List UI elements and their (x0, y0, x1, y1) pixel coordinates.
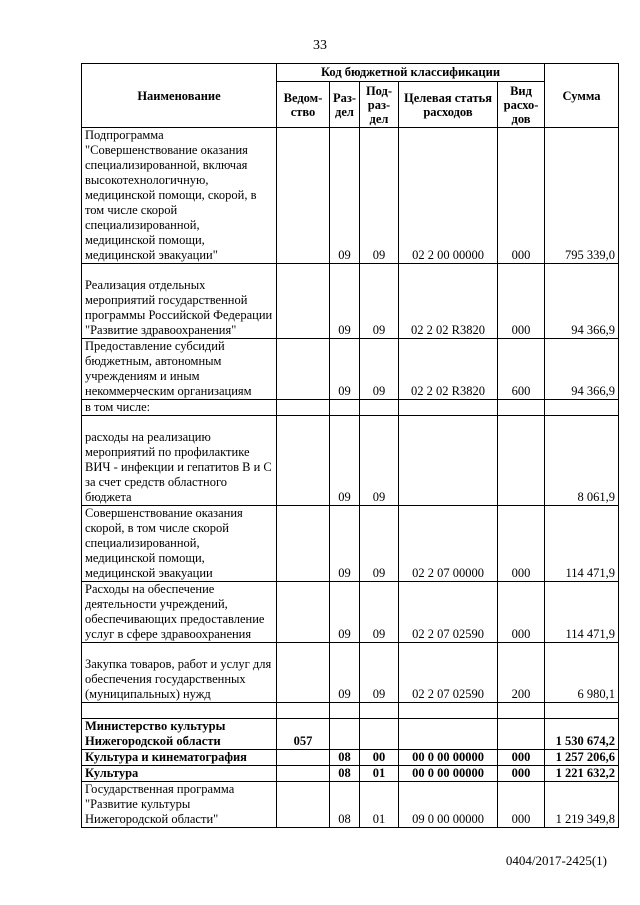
row-summa: 1 530 674,2 (545, 719, 619, 750)
row-celevaya-statya: 00 0 00 00000 (399, 750, 498, 766)
row-razdel: 09 (330, 582, 360, 643)
row-name: Закупка товаров, работ и услуг для обеспечения государственных (муниципальных) нужд (82, 643, 277, 703)
header-razdel: Раз-дел (330, 82, 360, 128)
row-podrazdel: 09 (360, 128, 399, 264)
row-razdel (330, 703, 360, 719)
row-vid-rashodov: 000 (498, 506, 545, 582)
row-summa (545, 703, 619, 719)
row-name: в том числе: (82, 400, 277, 416)
row-podrazdel: 09 (360, 264, 399, 339)
row-vedomstvo (277, 782, 330, 828)
header-code-group: Код бюджетной классификации (277, 64, 545, 82)
row-summa: 795 339,0 (545, 128, 619, 264)
row-celevaya-statya: 02 2 02 R3820 (399, 339, 498, 400)
header-name: Наименование (82, 64, 277, 128)
row-vid-rashodov: 000 (498, 766, 545, 782)
row-celevaya-statya (399, 416, 498, 506)
row-summa: 94 366,9 (545, 264, 619, 339)
table-row (82, 506, 619, 582)
header-podrazdel: Под-раз-дел (360, 82, 399, 128)
row-summa: 1 219 349,8 (545, 782, 619, 828)
table-row (82, 750, 619, 766)
table-row (82, 582, 619, 643)
row-name (82, 703, 277, 719)
row-celevaya-statya: 02 2 07 00000 (399, 506, 498, 582)
table-row (82, 719, 619, 750)
row-vedomstvo (277, 750, 330, 766)
row-podrazdel (360, 703, 399, 719)
row-celevaya-statya: 02 2 07 02590 (399, 582, 498, 643)
row-razdel: 09 (330, 643, 360, 703)
row-vedomstvo (277, 264, 330, 339)
row-razdel: 09 (330, 416, 360, 506)
row-vid-rashodov: 000 (498, 582, 545, 643)
row-celevaya-statya (399, 719, 498, 750)
row-name: Предоставление субсидий бюджетным, автономным учреждениям и иным некоммерческим организациям (82, 339, 277, 400)
row-razdel: 08 (330, 782, 360, 828)
table-row (82, 416, 619, 506)
row-vid-rashodov: 200 (498, 643, 545, 703)
row-name: расходы на реализацию мероприятий по профилактике ВИЧ - инфекции и гепатитов В и С за счет средств областного бюджета (82, 416, 277, 506)
row-celevaya-statya: 02 2 00 00000 (399, 128, 498, 264)
row-vedomstvo (277, 400, 330, 416)
row-vid-rashodov: 600 (498, 339, 545, 400)
budget-table (81, 63, 619, 828)
row-celevaya-statya (399, 400, 498, 416)
table-row (82, 339, 619, 400)
row-celevaya-statya: 09 0 00 00000 (399, 782, 498, 828)
row-razdel: 09 (330, 506, 360, 582)
row-summa: 114 471,9 (545, 506, 619, 582)
table-row (82, 128, 619, 264)
row-vedomstvo (277, 339, 330, 400)
row-summa: 8 061,9 (545, 416, 619, 506)
row-vedomstvo (277, 643, 330, 703)
row-podrazdel (360, 400, 399, 416)
row-name: Культура и кинематография (82, 750, 277, 766)
row-podrazdel: 09 (360, 416, 399, 506)
row-podrazdel (360, 719, 399, 750)
row-vid-rashodov (498, 719, 545, 750)
row-vid-rashodov (498, 416, 545, 506)
row-celevaya-statya: 02 2 02 R3820 (399, 264, 498, 339)
row-podrazdel: 09 (360, 339, 399, 400)
page-number: 33 (313, 38, 327, 53)
row-vid-rashodov (498, 400, 545, 416)
row-name: Культура (82, 766, 277, 782)
row-vedomstvo (277, 128, 330, 264)
row-razdel: 09 (330, 128, 360, 264)
table-row (82, 703, 619, 719)
row-summa (545, 400, 619, 416)
row-summa: 1 257 206,6 (545, 750, 619, 766)
header-vid-rashodov: Вид расхо-дов (498, 82, 545, 128)
row-summa: 114 471,9 (545, 582, 619, 643)
row-razdel: 09 (330, 339, 360, 400)
row-name: Министерство культуры Нижегородской области (82, 719, 277, 750)
row-razdel: 09 (330, 264, 360, 339)
table-row (82, 264, 619, 339)
row-celevaya-statya (399, 703, 498, 719)
row-podrazdel: 01 (360, 766, 399, 782)
row-vid-rashodov: 000 (498, 782, 545, 828)
table-row (82, 782, 619, 828)
row-podrazdel: 09 (360, 643, 399, 703)
row-vedomstvo: 057 (277, 719, 330, 750)
header-summa: Сумма (545, 64, 619, 128)
row-name: Подпрограмма "Совершенствование оказания специализированной, включая высокотехнологичную, медицинской помощи, скорой, в том числе скорой специализированной, медицинской помощи, медицинской эвакуации" (82, 128, 277, 264)
table-row (82, 766, 619, 782)
document-code: 0404/2017-2425(1) (505, 853, 607, 868)
row-name: Расходы на обеспечение деятельности учреждений, обеспечивающих предоставление услуг в сфере здравоохранения (82, 582, 277, 643)
row-podrazdel: 09 (360, 582, 399, 643)
row-podrazdel: 01 (360, 782, 399, 828)
row-razdel: 08 (330, 750, 360, 766)
row-podrazdel: 00 (360, 750, 399, 766)
table-row (82, 643, 619, 703)
row-vedomstvo (277, 582, 330, 643)
row-celevaya-statya: 02 2 07 02590 (399, 643, 498, 703)
row-celevaya-statya: 00 0 00 00000 (399, 766, 498, 782)
row-summa: 1 221 632,2 (545, 766, 619, 782)
header-vedomstvo: Ведом-ство (277, 82, 330, 128)
table-body (82, 128, 619, 828)
row-razdel (330, 400, 360, 416)
row-vid-rashodov: 000 (498, 264, 545, 339)
row-vedomstvo (277, 766, 330, 782)
row-name: Реализация отдельных мероприятий государственной программы Российской Федерации "Развитие здравоохранения" (82, 264, 277, 339)
row-vedomstvo (277, 416, 330, 506)
row-name: Совершенствование оказания скорой, в том числе скорой специализированной, медицинской помощи, медицинской эвакуации (82, 506, 277, 582)
row-vedomstvo (277, 703, 330, 719)
row-razdel: 08 (330, 766, 360, 782)
row-vid-rashodov: 000 (498, 128, 545, 264)
row-name: Государственная программа "Развитие культуры Нижегородской области" (82, 782, 277, 828)
row-vid-rashodov (498, 703, 545, 719)
row-razdel (330, 719, 360, 750)
row-podrazdel: 09 (360, 506, 399, 582)
row-summa: 94 366,9 (545, 339, 619, 400)
table-row (82, 400, 619, 416)
row-summa: 6 980,1 (545, 643, 619, 703)
header-celevaya-statya: Целевая статья расходов (399, 82, 498, 128)
row-vedomstvo (277, 506, 330, 582)
row-vid-rashodov: 000 (498, 750, 545, 766)
